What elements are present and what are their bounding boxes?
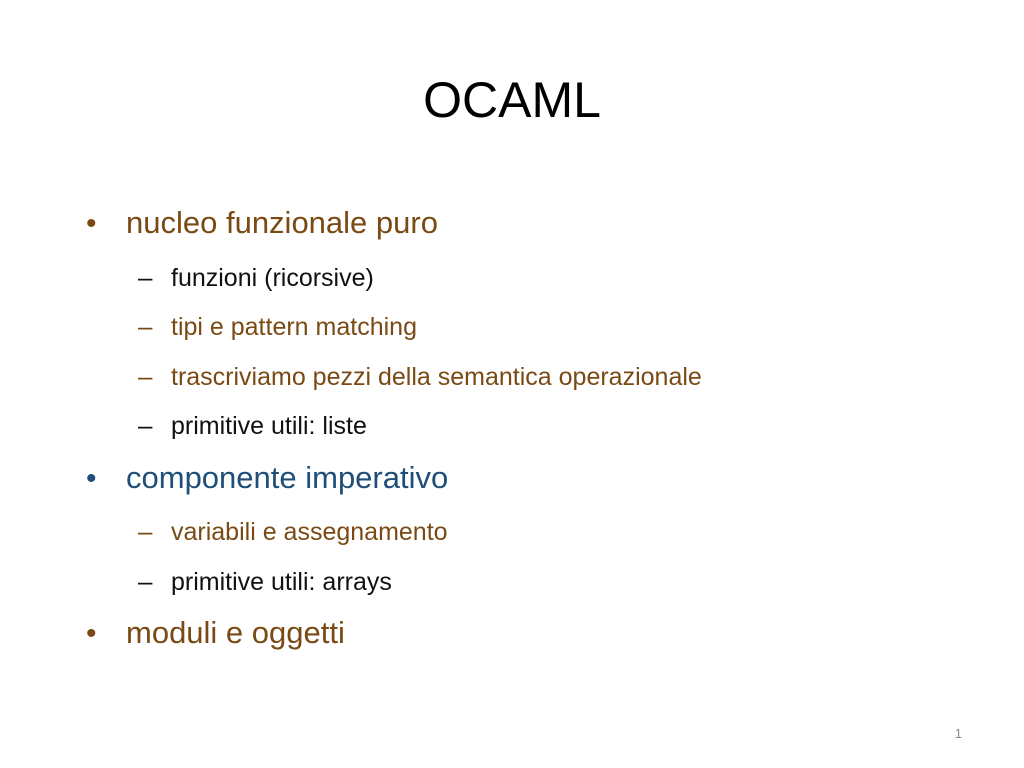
sub-item-text: funzioni (ricorsive) xyxy=(171,264,374,292)
sub-item-trascriviamo xyxy=(138,361,702,392)
dash-marker: – xyxy=(138,262,153,292)
dash-marker: – xyxy=(138,410,153,440)
sub-item-text: primitive utili: arrays xyxy=(171,568,392,596)
sub-item-tipi xyxy=(138,311,417,342)
bullet-item-componente xyxy=(86,460,448,496)
bullet-marker: • xyxy=(86,617,97,650)
sub-item-variabili xyxy=(138,516,448,547)
bullet-item-nucleo xyxy=(86,205,438,241)
sub-item-text: trascriviamo pezzi della semantica operazionale xyxy=(171,363,702,391)
dash-marker: – xyxy=(138,311,153,341)
bullet-item-moduli xyxy=(86,615,345,651)
sub-item-text: tipi e pattern matching xyxy=(171,313,417,341)
sub-item-liste xyxy=(138,410,367,441)
sub-item-text: primitive utili: liste xyxy=(171,412,367,440)
dash-marker: – xyxy=(138,566,153,596)
bullet-text: componente imperativo xyxy=(126,460,449,495)
sub-item-text: variabili e assegnamento xyxy=(171,518,448,546)
bullet-marker: • xyxy=(86,207,97,240)
sub-item-arrays xyxy=(138,566,392,597)
bullet-marker: • xyxy=(86,462,97,495)
sub-item-funzioni xyxy=(138,262,374,293)
dash-marker: – xyxy=(138,361,153,391)
bullet-text: nucleo funzionale puro xyxy=(126,205,438,240)
dash-marker: – xyxy=(138,516,153,546)
slide-title: OCAML xyxy=(423,72,601,128)
slide-number: 1 xyxy=(954,726,962,741)
bullet-text: moduli e oggetti xyxy=(126,615,345,650)
